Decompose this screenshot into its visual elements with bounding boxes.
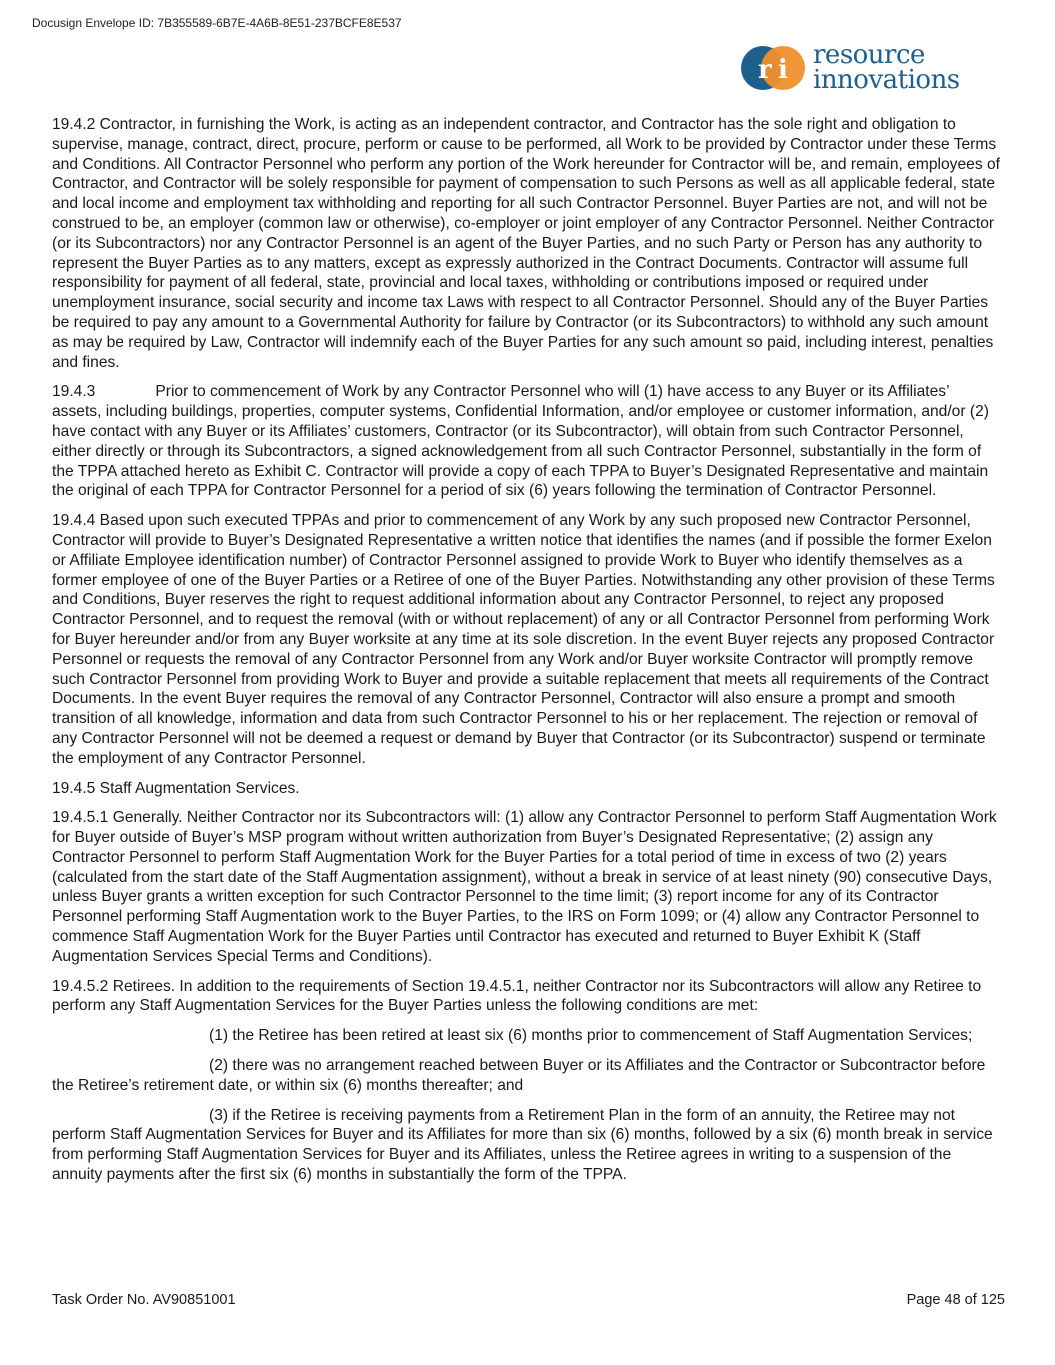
document-body bbox=[52, 115, 1000, 1195]
company-logo bbox=[741, 40, 1011, 96]
envelope-id: Docusign Envelope ID: 7B355589-6B7E-4A6B-8E51-237BCFE8E537 bbox=[32, 16, 402, 30]
paragraph-19-4-5: 19.4.5 Staff Augmentation Services. bbox=[52, 779, 300, 797]
paragraph-19-4-5-1: 19.4.5.1 Generally. Neither Contractor nor its Subcontractors will: (1) allow any Contractor Personnel to perform Staff Augmentation Work for Buyer outside of Buyer’s MSP program without written authorization from Buyer’s Designated Representative; (2) assign any Contractor Personnel to perform Staff Augmentation Work for the Buyer Parties for a total period of time in excess of two (2) years (calculated from the start date of the Staff Augmentation assignment), without a break in service of at least ninety (90) consecutive Days, unless Buyer grants a written exception for such Contractor Personnel to the time limit; (3) report income for any of its Contractor Personnel performing Staff Augmentation work to the Buyer Parties, to the IRS on Form 1099; or (4) allow any Contractor Personnel to commence Staff Augmentation Work for the Buyer Parties until Contractor has executed and returned to Buyer Exhibit K (Staff Augmentation Services Special Terms and Conditions). bbox=[52, 809, 997, 965]
page-number: Page 48 of 125 bbox=[906, 1292, 1005, 1308]
condition-2: (2) there was no arrangement reached between Buyer or its Affiliates and the Contractor or Subcontractor before the Retiree’s retirement date, or within six (6) months thereafter; and bbox=[52, 1057, 986, 1094]
logo-line-1: resource bbox=[813, 40, 925, 70]
svg-text:r: r bbox=[758, 55, 772, 85]
paragraph-19-4-2: 19.4.2 Contractor, in furnishing the Work, is acting as an independent contractor, and Contractor has the sole right and obligation to supervise, manage, contract, direct, procure, perform or cause to be performed, all Work to be provided by Contractor under these Terms and Conditions. All Contractor Personnel who perform any portion of the Work hereunder for Contractor will be, and remain, employees of Contractor, and Contractor will be solely responsible for payment of compensation to such Persons as well as all applicable federal, state and local income and employment tax withholding and reporting for all such Contractor Personnel. Buyer Parties are not, and will not be construed to be, an employer (common law or otherwise), co-employer or joint employer of any Contractor Personnel. Neither Contractor (or its Subcontractors) nor any Contractor Personnel is an agent of the Buyer Parties, and no such Party or Person has any authority to represent the Buyer Parties as to any matters, except as expressly authorized in the Contract Documents. Contractor will assume full responsibility for payment of all federal, state, provincial and local taxes, withholding or contributions imposed or required under unemployment insurance, social security and income tax Laws with respect to all Contractor Personnel. Should any of the Buyer Parties be required to pay any amount to a Governmental Authority for failure by Contractor (or its Subcontractors) to withhold any such amount as may be required by Law, Contractor will indemnify each of the Buyer Parties for any such amount so paid, including interest, penalties and fines. bbox=[52, 116, 1000, 371]
section-number-19-4-3: 19.4.3 bbox=[52, 383, 96, 401]
ri-logo-mark-icon bbox=[741, 40, 805, 96]
svg-text:i: i bbox=[778, 55, 788, 85]
task-order-number: Task Order No. AV90851001 bbox=[52, 1292, 236, 1308]
logo-line-2: innovations bbox=[813, 65, 960, 95]
paragraph-19-4-5-2: 19.4.5.2 Retirees. In addition to the requirements of Section 19.4.5.1, neither Contractor nor its Subcontractors will allow any Retiree to perform any Staff Augmentation Services for the Buyer Parties unless the following conditions are met: bbox=[52, 977, 982, 1015]
logo-wordmark bbox=[813, 40, 960, 95]
paragraph-19-4-3 bbox=[52, 382, 1000, 501]
paragraph-19-4-3-text: Prior to commencement of Work by any Contractor Personnel who will (1) have access to any Buyer or its Affiliates’ assets, including buildings, properties, computer systems, Confidential Information, and/or employee or customer information, and/or (2) have contact with any Buyer or its Affiliates’ customers, Contractor (or its Subcontractor), will obtain from such Contractor Personnel, either directly or through its Subcontractors, a signed acknowledgement from all such Contractor Personnel, substantially in the form of the TPPA attached hereto as Exhibit C. Contractor will provide a copy of each TPPA to Buyer’s Designated Representative and maintain the original of each TPPA for Contractor Personnel for a period of six (6) years following the termination of Contractor Personnel. bbox=[52, 383, 989, 500]
paragraph-19-4-4: 19.4.4 Based upon such executed TPPAs and prior to commencement of any Work by any such proposed new Contractor Personnel, Contractor will provide to Buyer’s Designated Representative a written notice that identifies the names (and if possible the former Exelon or Affiliate Employee identification number) of Contractor Personnel assigned to provide Work to Buyer who identify themselves as a former employee of one of the Buyer Parties or a Retiree of one of the Buyer Parties. Notwithstanding any other provision of these Terms and Conditions, Buyer reserves the right to request additional information about any Contractor Personnel, to reject any proposed Contractor Personnel, and to request the removal (with or without replacement) of any or all Contractor Personnel from performing Work for Buyer hereunder and/or from any Buyer worksite at any time at its sole discretion. In the event Buyer rejects any proposed Contractor Personnel or requests the removal of any Contractor Personnel from any Work and/or Buyer worksite Contractor will promptly remove such Contractor Personnel from providing Work to Buyer and provide a suitable replacement that meets all requirements of the Contract Documents. In the event Buyer requires the removal of any Contractor Personnel, Contractor will also ensure a prompt and smooth transition of all knowledge, information and data from such Contractor Personnel to his or her replacement. The rejection or removal of any Contractor Personnel will not be deemed a request or demand by Buyer that Contractor (or its Subcontractor) suspend or terminate the employment of any Contractor Personnel. bbox=[52, 512, 995, 767]
condition-3: (3) if the Retiree is receiving payments from a Retirement Plan in the form of an annuity, the Retiree may not perform Staff Augmentation Services for Buyer and its Affiliates for more than six (6) months, followed by a six (6) month break in service from performing Staff Augmentation Services for Buyer and its Affiliates, unless the Retiree agrees in writing to a suspension of the annuity payments after the first six (6) months in substantially the form of the TPPA. bbox=[52, 1106, 993, 1184]
condition-1: (1) the Retiree has been retired at least six (6) months prior to commencement of Staff Augmentation Services; bbox=[209, 1027, 973, 1045]
